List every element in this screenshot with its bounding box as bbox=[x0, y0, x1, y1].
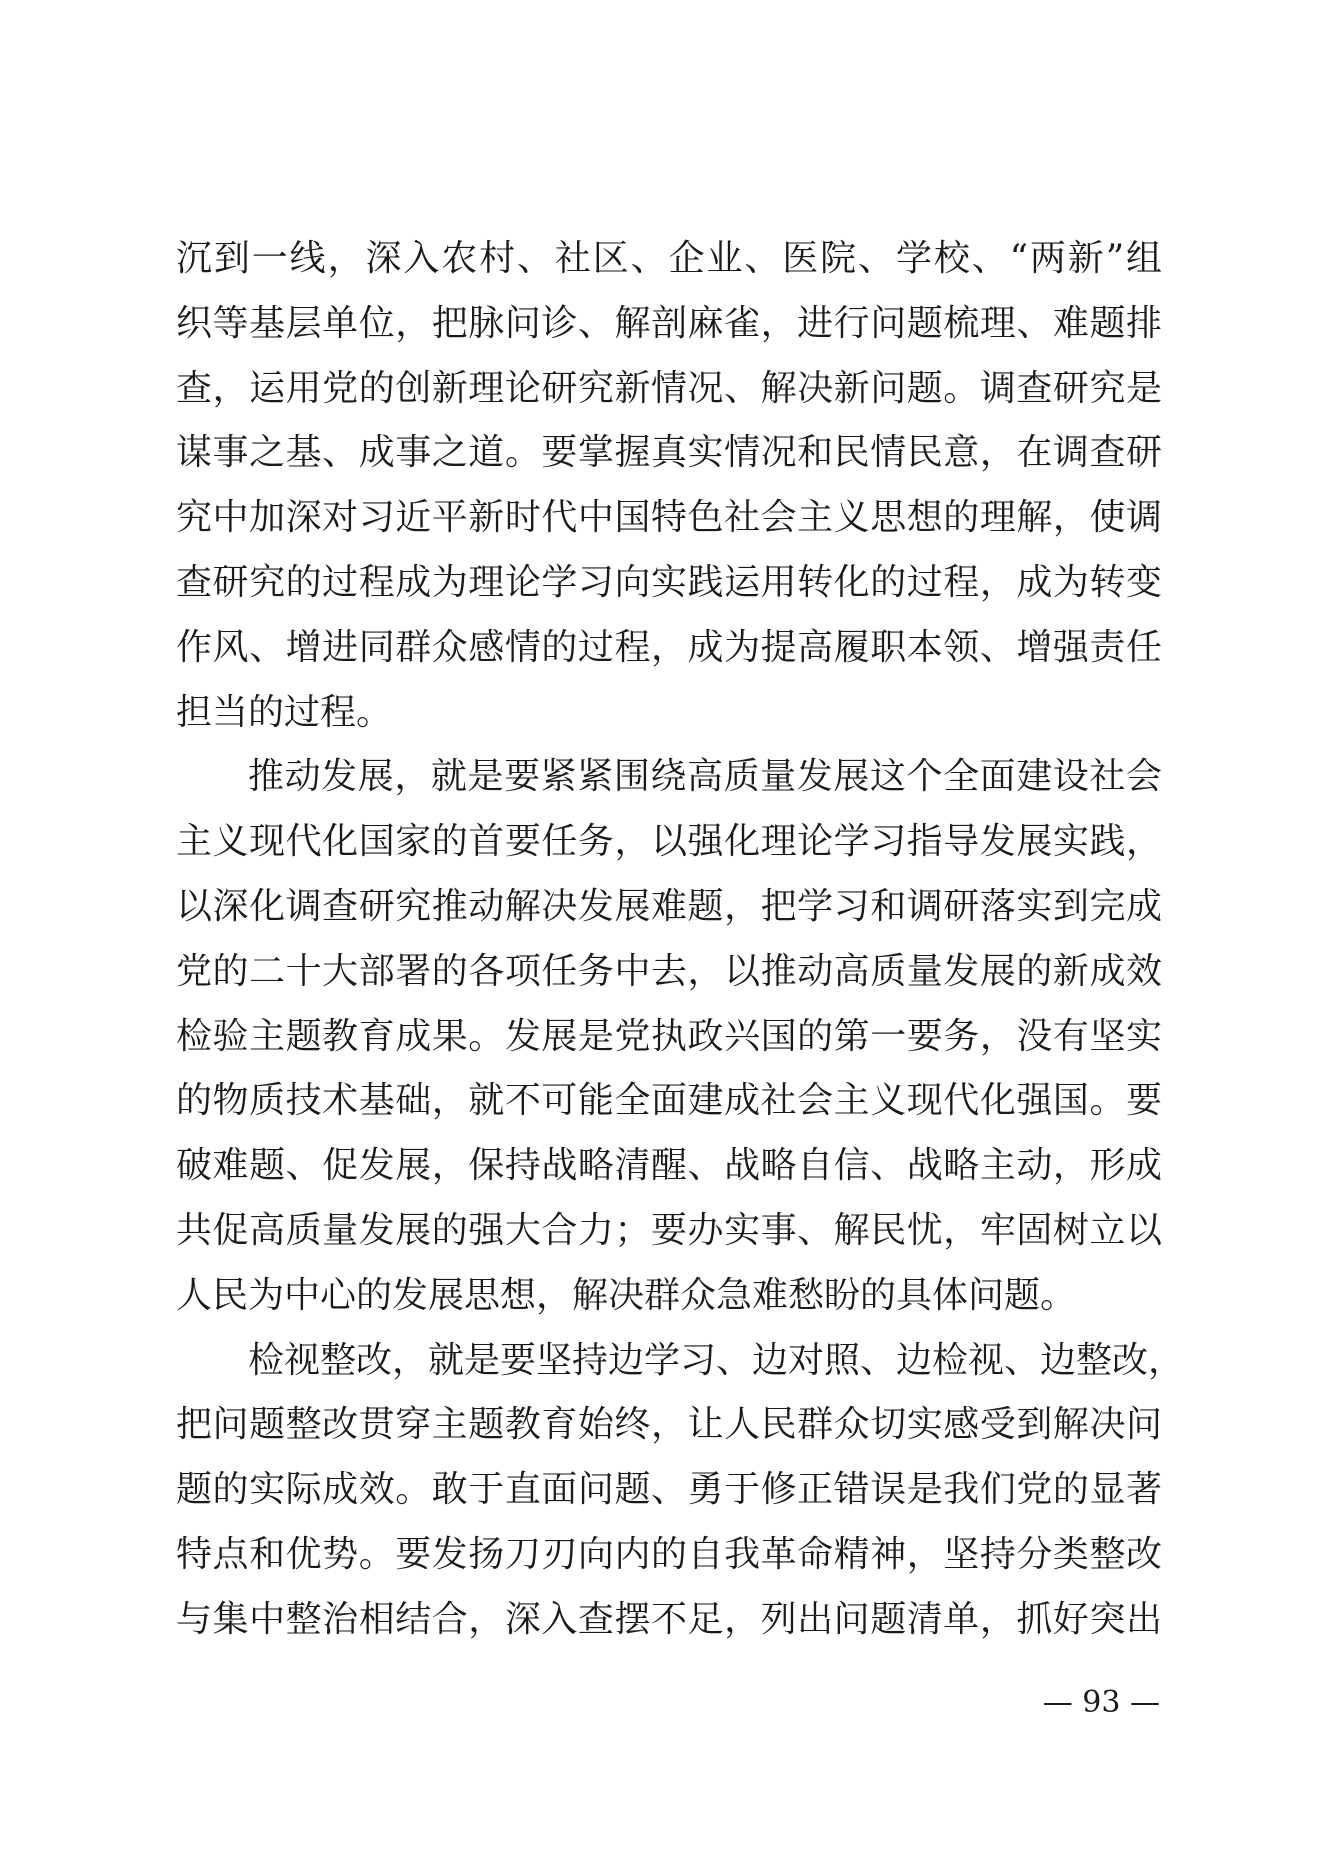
text-line: 人民为中心的发展思想，解决群众急难愁盼的具体问题。 bbox=[176, 1274, 1077, 1316]
text-line: 作风、增进同群众感情的过程，成为提高履职本领、增强责任 bbox=[176, 626, 1162, 668]
text-line: 主义现代化国家的首要任务，以强化理论学习指导发展实践， bbox=[176, 821, 1162, 863]
text-line: 担当的过程。 bbox=[176, 691, 393, 733]
paragraph-first-line: 推动发展，就是要紧紧围绕高质量发展这个全面建设社会 bbox=[248, 756, 1162, 798]
text-line: 题的实际成效。敢于直面问题、勇于修正错误是我们党的显著 bbox=[176, 1469, 1162, 1511]
text-line: 谋事之基、成事之道。要掌握真实情况和民情民意，在调查研 bbox=[176, 432, 1162, 474]
text-line: 查，运用党的创新理论研究新情况、解决新问题。调查研究是 bbox=[176, 367, 1162, 409]
text-line: 破难题、促发展，保持战略清醒、战略自信、战略主动，形成 bbox=[176, 1145, 1162, 1187]
text-line: 把问题整改贯穿主题教育始终，让人民群众切实感受到解决问 bbox=[176, 1404, 1162, 1446]
text-line: 沉到一线，深入农村、社区、企业、医院、学校、“两新”组 bbox=[176, 238, 1162, 279]
text-line: 究中加深对习近平新时代中国特色社会主义思想的理解，使调 bbox=[176, 497, 1162, 539]
text-line: 查研究的过程成为理论学习向实践运用转化的过程，成为转变 bbox=[176, 561, 1162, 603]
text-line: 检验主题教育成果。发展是党执政兴国的第一要务，没有坚实 bbox=[176, 1015, 1162, 1057]
text-line: 织等基层单位，把脉问诊、解剖麻雀，进行问题梳理、难题排 bbox=[176, 302, 1162, 344]
paragraph-first-line: 检视整改，就是要坚持边学习、边对照、边检视、边整改， bbox=[248, 1339, 1185, 1381]
text-line: 的物质技术基础，就不可能全面建成社会主义现代化强国。要 bbox=[176, 1080, 1162, 1122]
text-line: 以深化调查研究推动解决发展难题，把学习和调研落实到完成 bbox=[176, 885, 1162, 927]
text-line: 党的二十大部署的各项任务中去，以推动高质量发展的新成效 bbox=[176, 950, 1162, 992]
page-number: — 93 — bbox=[1042, 1685, 1160, 1720]
text-line: 与集中整治相结合，深入查摆不足，列出问题清单，抓好突出 bbox=[176, 1598, 1162, 1640]
text-line: 特点和优势。要发扬刀刃向内的自我革命精神，坚持分类整改 bbox=[176, 1533, 1162, 1575]
text-line: 共促高质量发展的强大合力；要办实事、解民忧，牢固树立以 bbox=[176, 1209, 1162, 1251]
body-text bbox=[176, 227, 1185, 1653]
